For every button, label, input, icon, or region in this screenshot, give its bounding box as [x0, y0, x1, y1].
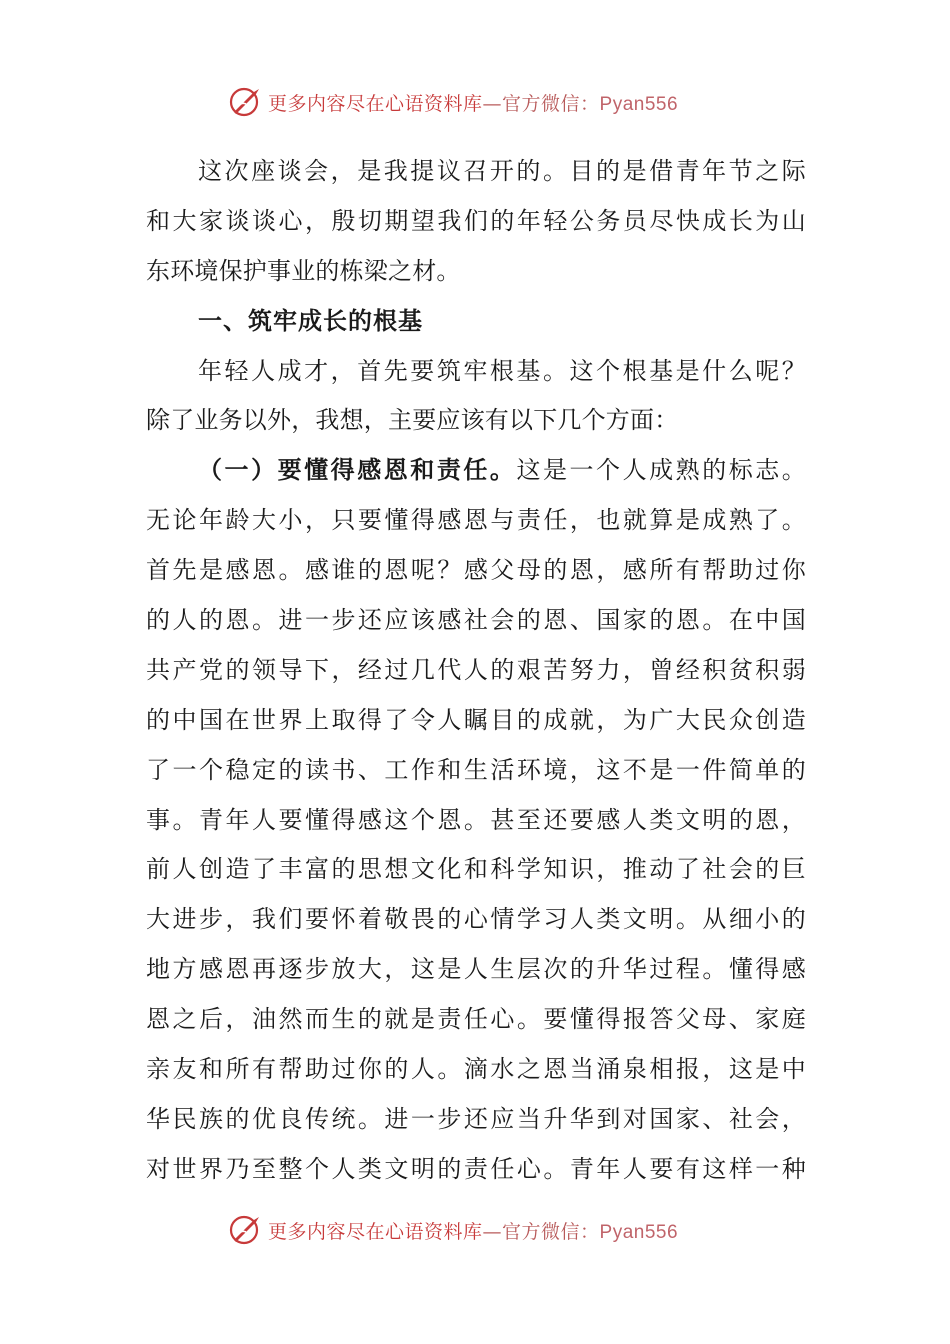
banner-site-name: 更多内容尽在心语资料库	[268, 1220, 483, 1243]
paragraph-line: 的人的恩。进一步还应该感社会的恩、国家的恩。在中国	[146, 606, 806, 635]
banner-wechat-label: —官方微信：	[482, 92, 600, 115]
paragraph-line: 恩之后，油然而生的就是责任心。要懂得报答父母、家庭	[146, 1005, 806, 1034]
paragraph-text: 这是一个人成熟的标志。	[516, 456, 806, 485]
paragraph-line: 无论年龄大小，只要懂得感恩与责任，也就算是成熟了。	[146, 506, 806, 535]
paragraph-line: 前人创造了丰富的思想文化和科学知识，推动了社会的巨	[146, 855, 806, 884]
document-body	[146, 147, 806, 1195]
paragraph-line: 这次座谈会，是我提议召开的。目的是借青年节之际	[198, 157, 806, 185]
subsection-title: （一）要懂得感恩和责任。	[198, 456, 517, 485]
paragraph-line: 对世界乃至整个人类文明的责任心。青年人要有这样一种	[146, 1154, 806, 1183]
paragraph-line: 的中国在世界上取得了令人瞩目的成就，为广大民众创造	[146, 705, 806, 734]
paragraph-line: 了一个稳定的读书、工作和生活环境，这不是一件简单的	[146, 755, 806, 784]
paragraph-line: 首先是感恩。感谁的恩呢？感父母的恩，感所有帮助过你	[146, 556, 806, 585]
paragraph-line: 事。青年人要懂得感这个恩。甚至还要感人类文明的恩，	[146, 805, 806, 834]
paragraph-line: 东环境保护事业的栋梁之材。	[146, 256, 461, 285]
banner-wechat-id: Pyan556	[599, 93, 679, 115]
paragraph-line: 华民族的优良传统。进一步还应当升华到对国家、社会，	[146, 1104, 806, 1133]
header-banner	[228, 84, 748, 120]
banner-wechat-label: —官方微信：	[482, 1220, 600, 1243]
paragraph-line: 大进步，我们要怀着敬畏的心情学习人类文明。从细小的	[146, 905, 806, 934]
paragraph-line	[146, 446, 806, 496]
pen-logo-icon	[228, 84, 264, 120]
paragraph-line: 共产党的领导下，经过几代人的艰苦努力，曾经积贫积弱	[146, 655, 806, 684]
paragraph-line: 地方感恩再逐步放大，这是人生层次的升华过程。懂得感	[146, 955, 806, 984]
paragraph-line: 年轻人成才，首先要筑牢根基。这个根基是什么呢？	[198, 356, 806, 385]
paragraph-line: 和大家谈谈心，殷切期望我们的年轻公务员尽快成长为山	[146, 206, 806, 235]
pen-logo-icon	[228, 1212, 264, 1248]
paragraph-line: 除了业务以外，我想，主要应该有以下几个方面：	[146, 406, 679, 435]
banner-site-name: 更多内容尽在心语资料库	[268, 92, 483, 115]
banner-text	[268, 89, 678, 116]
section-heading: 一、筑牢成长的根基	[198, 306, 423, 335]
banner-text	[268, 1217, 678, 1244]
banner-wechat-id: Pyan556	[599, 1221, 679, 1243]
paragraph-line: 亲友和所有帮助过你的人。滴水之恩当涌泉相报，这是中	[146, 1055, 806, 1084]
footer-banner	[228, 1212, 748, 1248]
